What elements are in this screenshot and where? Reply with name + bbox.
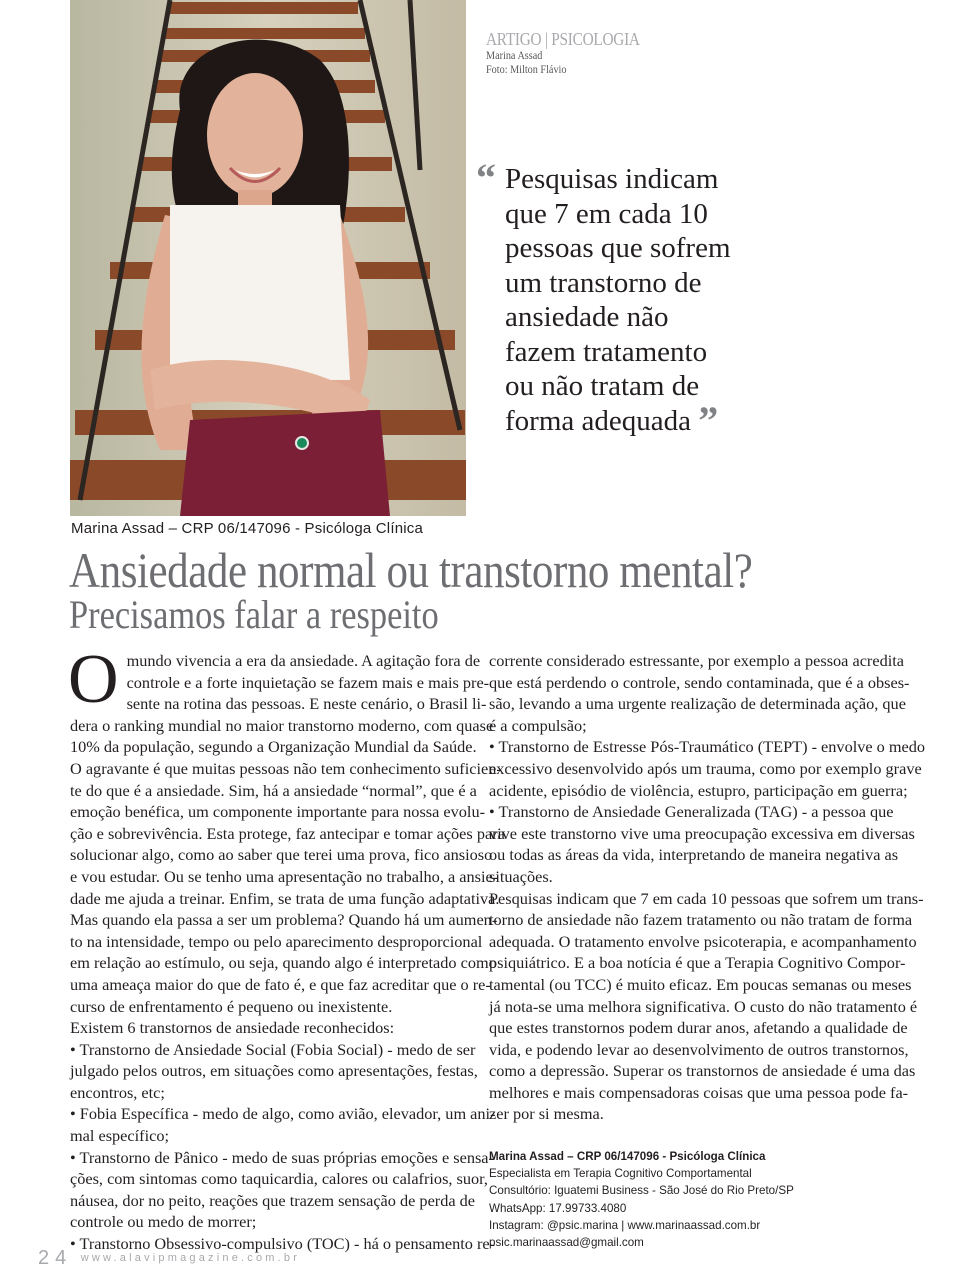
pull-quote-line: Pesquisas indicam	[505, 163, 719, 195]
pull-quote-line: pessoas que sofrem	[505, 232, 731, 264]
article-column-left	[68, 641, 505, 1255]
body-line: vida, e podendo levar ao desenvolvimento de outros transtornos,	[489, 1039, 909, 1059]
close-quote-icon: ”	[698, 397, 719, 443]
body-line: 10% da população, segundo a Organização Mundial da Saúde.	[70, 737, 477, 757]
photo-caption: Marina Assad – CRP 06/147096 - Psicóloga Clínica	[71, 520, 424, 537]
article-headline: Ansiedade normal ou transtorno mental?	[69, 542, 753, 598]
photo-credit: Foto: Milton Flávio	[486, 62, 567, 76]
body-line: ção e sobrevivência. Esta protege, faz antecipar e tomar ações para	[70, 823, 505, 843]
body-line: vive este transtorno vive uma preocupação excessiva em diversas	[489, 823, 915, 843]
body-line: • Transtorno de Ansiedade Social (Fobia Social) - medo de ser	[70, 1039, 476, 1059]
body-line: que está perdendo o controle, sendo contaminada, que é a obses-	[489, 672, 910, 692]
body-line: corrente considerado estressante, por exemplo a pessoa acredita	[489, 651, 904, 670]
body-line: psiquiátrico. E a boa notícia é que a Terapia Cognitivo Compor-	[489, 953, 906, 973]
body-line: são, levando a uma urgente realização de determinada ação, que	[489, 694, 906, 714]
body-line: melhores e mais compensadoras coisas que uma pessoa pode fa-	[489, 1082, 909, 1102]
signature-office: Consultório: Iguatemi Business - São José do Rio Preto/SP	[489, 1184, 794, 1198]
body-line: encontros, etc;	[70, 1082, 165, 1102]
body-line: • Transtorno Obsessivo-compulsivo (TOC) - há o pensamento re-	[70, 1234, 496, 1254]
body-line: uma ameaça maior do que de fato é, e que faz acreditar que o re-	[70, 974, 491, 994]
pull-quote-line: ansiedade não	[505, 301, 669, 333]
pull-quote	[476, 155, 776, 443]
body-line: situações.	[489, 866, 553, 886]
body-line: e vou estudar. Ou se tenho uma apresentação no trabalho, a ansie-	[70, 866, 499, 886]
body-line: controle ou medo de morrer;	[70, 1212, 257, 1232]
signature-social[interactable]: Instagram: @psic.marina | www.marinaassad.com.br	[489, 1218, 761, 1232]
body-line: • Fobia Específica - medo de algo, como avião, elevador, um ani-	[70, 1104, 496, 1124]
body-line: excessivo desenvolvido após um trauma, como por exemplo grave	[489, 758, 922, 778]
body-line: solucionar algo, como ao saber que terei uma prova, fico ansioso	[70, 845, 493, 865]
body-line: tamental (ou TCC) é muito eficaz. Em poucas semanas ou meses	[489, 974, 912, 994]
body-line: acidente, episódio de violência, estupro, participação em guerra;	[489, 780, 908, 800]
article-column-right	[489, 650, 926, 1125]
portrait-illustration	[70, 0, 466, 516]
open-quote-icon: “	[476, 155, 496, 200]
body-line: controle e a forte inquietação se fazem mais e mais pre-	[126, 672, 490, 692]
body-line: Pesquisas indicam que 7 em cada 10 pessoas que sofrem um trans-	[489, 888, 924, 908]
body-line: torno de ansiedade não fazem tratamento ou não tratam de forma	[489, 910, 913, 930]
body-line: dera o ranking mundial no maior transtorno moderno, com quase	[70, 715, 494, 735]
body-line: ou todas as áreas da vida, interpretando de maneira negativa as	[489, 845, 899, 865]
pull-quote-line: forma adequada	[505, 404, 691, 437]
author-credit: Marina Assad	[486, 48, 543, 62]
body-line: mal específico;	[70, 1126, 169, 1146]
body-line: ções, com sintomas como taquicardia, calores ou calafrios, suor,	[70, 1169, 489, 1189]
body-line: O agravante é que muitas pessoas não tem conhecimento suficien-	[70, 758, 502, 778]
drop-cap: O	[68, 641, 119, 718]
pull-quote-line-last	[505, 397, 776, 443]
pull-quote-line: fazem tratamento	[505, 335, 708, 368]
signature-specialty: Especialista em Terapia Cognitivo Comportamental	[489, 1167, 752, 1181]
body-line: dade me ajuda a treinar. Enfim, se trata de uma função adaptativa.	[70, 888, 500, 908]
page-footer	[38, 1247, 300, 1270]
body-line: zer por si mesma.	[489, 1104, 604, 1124]
pull-quote-line: ou não tratam de	[505, 370, 700, 402]
body-line: curso de enfrentamento é pequeno ou inexistente.	[70, 996, 393, 1016]
author-photo	[70, 0, 466, 516]
article-kicker	[486, 30, 667, 76]
section-label: ARTIGO | PSICOLOGIA	[486, 29, 640, 49]
body-line: sente na rotina das pessoas. E neste cenário, o Brasil li-	[126, 694, 487, 714]
body-line: em relação ao estímulo, ou seja, quando algo é interpretado como	[70, 953, 497, 973]
page-number: 24	[38, 1247, 73, 1269]
body-line: Mas quando ela passa a ser um problema? Quando há um aumen-	[70, 910, 498, 930]
signature-name: Marina Assad – CRP 06/147096 - Psicóloga Clínica	[489, 1150, 766, 1163]
body-line: já nota-se uma melhora significativa. O custo do não tratamento é	[489, 996, 918, 1016]
body-line: mundo vivencia a era da ansiedade. A agitação fora de	[126, 651, 481, 670]
article-subhead: Precisamos falar a respeito	[69, 592, 439, 637]
body-line: é a compulsão;	[489, 715, 587, 735]
body-line: • Transtorno de Estresse Pós-Traumático (TEPT) - envolve o medo	[489, 737, 926, 757]
signature-email[interactable]: psic.marinaassad@gmail.com	[489, 1236, 644, 1250]
signature-whatsapp: WhatsApp: 17.99733.4080	[489, 1201, 627, 1215]
body-line: emoção benéfica, um componente importante para nossa evolu-	[70, 802, 486, 822]
body-line: • Transtorno de Pânico - medo de suas próprias emoções e sensa-	[70, 1147, 494, 1167]
body-line: náusea, dor no peito, reações que trazem sensação de perda de	[70, 1190, 476, 1210]
author-signature	[489, 1148, 794, 1251]
body-line: te do que é a ansiedade. Sim, há a ansiedade “normal”, que é a	[70, 780, 477, 800]
body-line: Existem 6 transtornos de ansiedade reconhecidos:	[70, 1018, 395, 1038]
body-line: to na intensidade, tempo ou pelo aparecimento desproporcional	[70, 931, 483, 951]
pull-quote-line: um transtorno de	[505, 266, 702, 299]
body-line: • Transtorno de Ansiedade Generalizada (TAG) - a pessoa que	[489, 802, 894, 822]
body-line: como a depressão. Superar os transtornos de ansiedade é uma das	[489, 1061, 916, 1081]
magazine-url[interactable]: www.alavipmagazine.com.br	[80, 1252, 301, 1264]
pull-quote-line: que 7 em cada 10	[505, 197, 708, 230]
body-line: julgado pelos outros, em situações como apresentações, festas,	[70, 1061, 478, 1081]
body-line: adequada. O tratamento envolve psicoterapia, e acompanhamento	[489, 931, 917, 951]
body-line: que estes transtornos podem durar anos, afetando a qualidade de	[489, 1018, 908, 1038]
